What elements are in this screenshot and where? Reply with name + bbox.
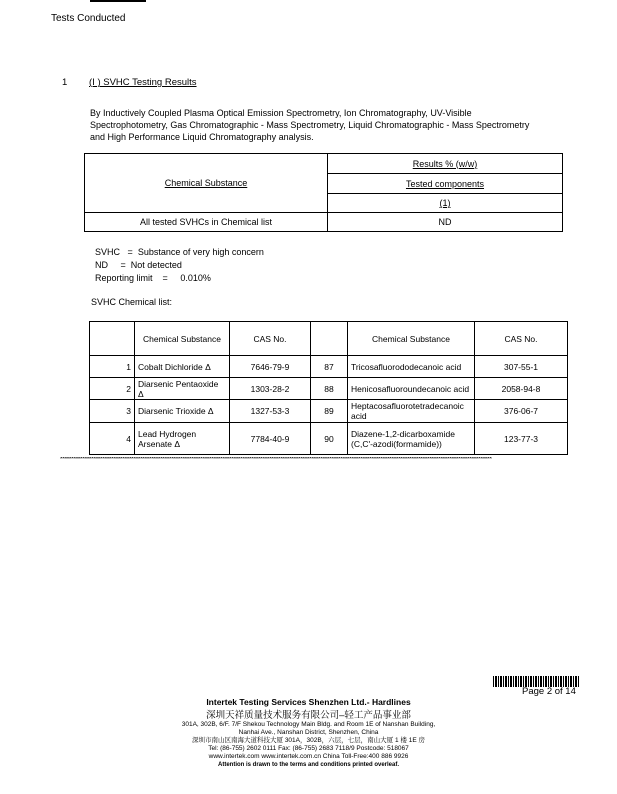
chem-header-substance-2: Chemical Substance (348, 322, 475, 356)
footer-company-en: Intertek Testing Services Shenzhen Ltd.- Hardlines (206, 697, 411, 707)
footer-address-cn: 深圳市南山区南海大道科技大厦 301A，302B，六层，七层，南山大厦 1 楼 1E 房 (192, 737, 425, 744)
results-table (84, 153, 563, 232)
results-header-tested: Tested components (405, 178, 485, 189)
chem-header-cas-2: CAS No. (475, 322, 568, 356)
footer-company-cn: 深圳天祥质量技术服务有限公司–轻工产品事业部 (206, 710, 411, 721)
footer-address-1: 301A, 302B, 6/F. 7/F Shekou Technology Main Bldg. and Room 1E of Nanshan Building, (181, 721, 436, 728)
definition-term: SVHC (95, 247, 121, 257)
results-row-label: All tested SVHCs in Chemical list (85, 213, 328, 232)
results-header-index: (1) (439, 198, 451, 208)
results-header-substance: Chemical Substance (164, 178, 248, 188)
page-number: Page 2 of 14 (522, 686, 576, 697)
definition-text: 0.010% (180, 273, 211, 283)
definition-row: ND = Not detected (95, 260, 182, 270)
chem-header-substance: Chemical Substance (135, 322, 230, 356)
table-row: 1 Cobalt Dichloride Δ 7646-79-9 87 Tricosafluorododecanoic acid 307-55-1 (90, 356, 568, 378)
section-number: 1 (62, 77, 68, 88)
page-header-title: Tests Conducted (51, 13, 126, 24)
footer (0, 697, 617, 769)
table-row: 4 Lead Hydrogen Arsenate Δ 7784-40-9 90 Diazene-1,2-dicarboxamide (C,C'-azodi(formamide)) 123-77-3 (90, 423, 568, 455)
footer-web: www.intertek.com www.intertek.com.cn China Toll-Free:400 886 9926 (208, 753, 409, 760)
results-row-value: ND (328, 213, 563, 232)
definition-row: Reporting limit = 0.010% (95, 273, 211, 283)
chemical-list-table (89, 321, 568, 455)
method-paragraph: By Inductively Coupled Plasma Optical Emission Spectrometry, Ion Chromatography, UV-Visible Spectrophotometry, Gas Chromatographic - Mass Spectrometry, Liquid Chromatographic - Mass Spectrometry and High Performance Liquid Chromatography analysis. (90, 108, 530, 142)
table-row: 3 Diarsenic Trioxide Δ 1327-53-3 89 Heptacosafluorotetradecanoic acid 376-06-7 (90, 400, 568, 423)
definition-term: Reporting limit (95, 273, 153, 283)
table-row: 2 Diarsenic Pentaoxide Δ 1303-28-2 88 Henicosafluoroundecanoic acid 2058-94-8 (90, 378, 568, 400)
definition-text: Not detected (130, 260, 182, 270)
definition-text: Substance of very high concern (137, 247, 264, 257)
top-rule (90, 0, 146, 2)
definition-term: ND (95, 260, 108, 270)
footer-phone: Tel: (86-755) 2602 0111 Fax: (86-755) 2683 7118/9 Postcode: 518067 (208, 745, 409, 752)
chem-header-cas: CAS No. (230, 322, 311, 356)
results-header-results: Results % (w/w) (412, 158, 478, 169)
footer-notice: Attention is drawn to the terms and conditions printed overleaf. (217, 762, 400, 768)
footer-address-2: Nanhai Ave., Nanshan District, Shenzhen, China (238, 729, 379, 736)
end-of-section-separator: ************************************************************************************************************************************************************************************************** (60, 457, 492, 463)
definition-row: SVHC = Substance of very high concern (95, 247, 264, 257)
section-title: (I ) SVHC Testing Results (89, 77, 197, 88)
chemical-list-label: SVHC Chemical list: (91, 297, 173, 307)
definitions (95, 246, 264, 285)
